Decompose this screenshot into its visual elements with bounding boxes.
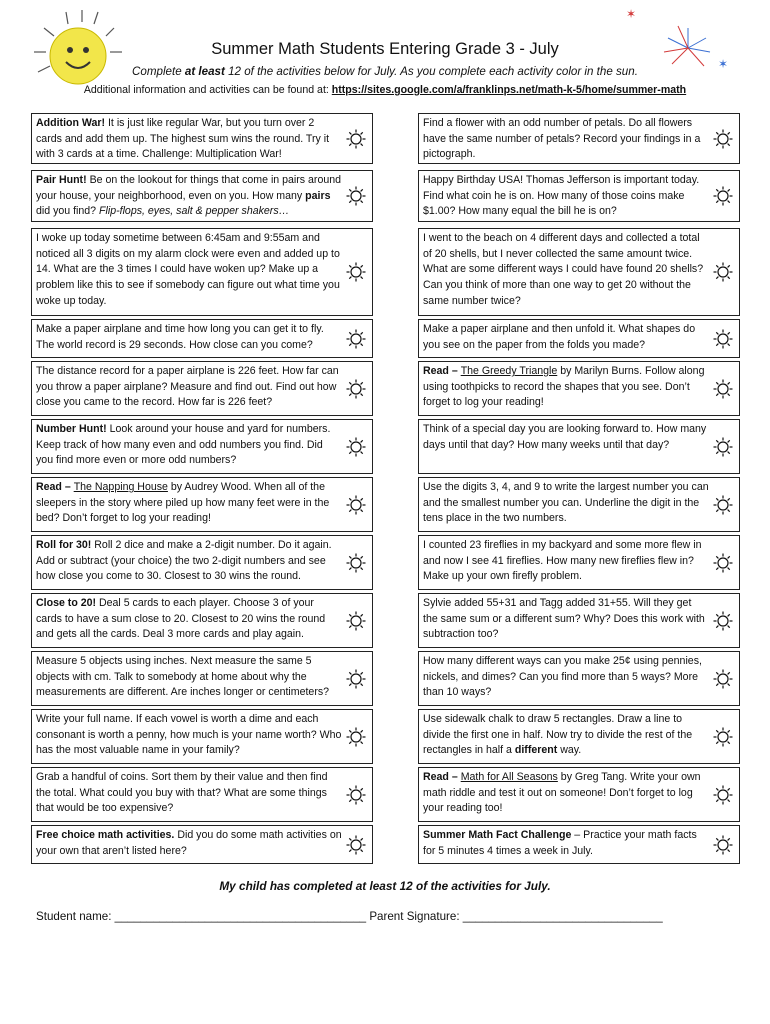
activity-text: Happy Birthday USA! Thomas Jefferson is important today. Find what coin he is on. How many of those coins make $1.00? How many equal the bill he is on?: [423, 174, 700, 218]
sun-checkbox-icon[interactable]: [713, 262, 733, 282]
sun-checkbox-icon[interactable]: [346, 495, 366, 515]
right-activity-cell: [418, 319, 740, 358]
sun-checkbox-icon[interactable]: [346, 611, 366, 631]
sun-checkbox-icon[interactable]: [346, 262, 366, 282]
left-activity-cell: [31, 319, 373, 358]
activity-text: Use the digits 3, 4, and 9 to write the largest number you can and the smallest number you can. Underline the digit in the tens place in the two numbers.: [423, 481, 709, 525]
left-activity-cell: [31, 228, 373, 316]
left-activity-cell: [31, 709, 373, 764]
sun-checkbox-icon[interactable]: [713, 611, 733, 631]
right-activity-cell: [418, 825, 740, 864]
left-activity-cell: [31, 651, 373, 706]
activity-text: Make a paper airplane and then unfold it. What shapes do you see on the paper from the folds you made?: [423, 323, 696, 351]
left-activity-cell: [31, 767, 373, 822]
activity-text: Use sidewalk chalk to draw 5 rectangles. Draw a line to divide the first one in half. Now try to divide the rest of the rectangles in half a different way.: [423, 713, 693, 757]
left-activity-cell: [31, 593, 373, 648]
activity-text: Grab a handful of coins. Sort them by their value and then find the total. What could you buy with that? What are some things that would be too expensive?: [36, 771, 328, 815]
completion-statement: My child has completed at least 12 of the activities for July.: [219, 879, 551, 893]
sun-checkbox-icon[interactable]: [713, 669, 733, 689]
activity-text: Addition War! It is just like regular War, but you turn over 2 cards and add them up. The highest sum wins the round. Try it with 3 cards at a time. Challenge: Multiplication War!: [36, 117, 330, 161]
right-activity-cell: [418, 170, 740, 222]
sun-checkbox-icon[interactable]: [713, 129, 733, 149]
instructions: Complete at least 12 of the activities below for July. As you complete each activity color in the sun.: [132, 65, 638, 78]
right-activity-cell: [418, 651, 740, 706]
left-activity-cell: [31, 535, 373, 590]
activity-text: Summer Math Fact Challenge – Practice your math facts for 5 minutes 4 times a week in July.: [423, 829, 697, 857]
sun-checkbox-icon[interactable]: [713, 379, 733, 399]
activity-text: Read – Math for All Seasons by Greg Tang. Write your own math riddle and test it out on someone! Don’t forget to log your reading too!: [423, 771, 701, 815]
right-activity-cell: [418, 593, 740, 648]
sun-checkbox-icon[interactable]: [713, 727, 733, 747]
left-activity-cell: [31, 170, 373, 222]
right-activity-cell: [418, 709, 740, 764]
activity-text: Write your full name. If each vowel is worth a dime and each consonant is worth a penny, how much is your name worth? Who has the most valuable name in your family?: [36, 713, 342, 757]
activity-text: Close to 20! Deal 5 cards to each player. Choose 3 of your cards to have a sum close to 20. Closest to 20 wins the round and gets all the cards. Deal 3 more cards and play again.: [36, 597, 326, 641]
sun-checkbox-icon[interactable]: [713, 329, 733, 349]
right-activity-cell: [418, 419, 740, 474]
sun-checkbox-icon[interactable]: [713, 437, 733, 457]
right-activity-cell: [418, 113, 740, 164]
sun-checkbox-icon[interactable]: [346, 553, 366, 573]
activity-text: Measure 5 objects using inches. Next measure the same 5 objects with cm. Talk to somebody at home about why the measurements are different. Are inches longer or centimeters?: [36, 655, 330, 699]
right-activity-cell: [418, 361, 740, 416]
sun-checkbox-icon[interactable]: [713, 186, 733, 206]
page-title: Summer Math Students Entering Grade 3 - July: [211, 40, 559, 58]
activity-text: Free choice math activities. Did you do some math activities on your own that aren’t listed here?: [36, 829, 342, 857]
sun-checkbox-icon[interactable]: [346, 186, 366, 206]
sun-checkbox-icon[interactable]: [346, 437, 366, 457]
left-activity-cell: [31, 113, 373, 164]
sun-checkbox-icon[interactable]: [346, 669, 366, 689]
right-activity-cell: [418, 477, 740, 532]
left-activity-cell: [31, 419, 373, 474]
activity-text: I went to the beach on 4 different days and collected a total of 20 shells, but I never collected the same amount twice. What are some different ways I could have found 20 shells? Can you think of more than one way to get 20 without the same number twice?: [423, 232, 704, 307]
sun-checkbox-icon[interactable]: [713, 835, 733, 855]
activity-text: Find a flower with an odd number of petals. Do all flowers have the same number of petals? Record your findings in a pictograph.: [423, 117, 701, 161]
info-link[interactable]: https://sites.google.com/a/franklinps.net/math-k-5/home/summer-math: [331, 84, 687, 96]
left-activity-cell: [31, 361, 373, 416]
sun-checkbox-icon[interactable]: [713, 785, 733, 805]
right-activity-cell: [418, 228, 740, 316]
svg-text:✶: ✶: [626, 8, 637, 21]
activity-text: Read – The Napping House by Audrey Wood. When all of the sleepers in the story where piled up how many feet were in the bed? Don’t forget to log your reading!: [36, 481, 330, 525]
activity-text: The distance record for a paper airplane is 226 feet. How far can you throw a paper airplane? Measure and find out. Find out how close you came to the record. How far is 226 feet?: [36, 365, 339, 409]
right-activity-cell: [418, 767, 740, 822]
activity-text: Roll for 30! Roll 2 dice and make a 2-digit number. Do it again. Add or subtract (your choice) the two 2-digit numbers and see how close you come to 30. Closest to 30 wins the round.: [36, 539, 332, 583]
sun-checkbox-icon[interactable]: [346, 379, 366, 399]
activity-text: Think of a special day you are looking forward to. How many days until that day? How many weeks until that day?: [423, 423, 707, 451]
activity-text: How many different ways can you make 25¢ using pennies, nickels, and dimes? Can you find more than 5 ways? More than 10 ways?: [423, 655, 702, 699]
activity-text: I counted 23 fireflies in my backyard and some more flew in and now I see 41 fireflies. How many new fireflies flew in? Make up your own firefly problem.: [423, 539, 702, 583]
left-activity-cell: [31, 477, 373, 532]
info-line: Additional information and activities can be found at: https://sites.google.com/a/franklinps.net/math-k-5/home/summer-math: [83, 84, 687, 96]
right-activity-cell: [418, 535, 740, 590]
sun-checkbox-icon[interactable]: [346, 785, 366, 805]
sun-checkbox-icon[interactable]: [713, 495, 733, 515]
left-activity-cell: [31, 825, 373, 864]
sun-checkbox-icon[interactable]: [346, 727, 366, 747]
signature-line[interactable]: Student name: _______________________________________ Parent Signature: _______________________________: [36, 910, 663, 923]
activity-text: Make a paper airplane and time how long you can get it to fly. The world record is 29 seconds. How close can you come?: [36, 323, 324, 351]
svg-text:✶: ✶: [718, 57, 729, 71]
activity-text: Pair Hunt! Be on the lookout for things that come in pairs around your house, your neighborhood, even on you. How many pairs did you find? Flip-flops, eyes, salt & pepper shakers…: [36, 174, 342, 218]
activity-text: I woke up today sometime between 6:45am and 9:55am and noticed all 3 digits on my alarm clock were even and added up to 14. What are the 3 times I could have woken up? Make up a problem like this to see if somebody can figure out what time you woke up today.: [36, 232, 340, 307]
sun-checkbox-icon[interactable]: [346, 129, 366, 149]
activity-text: Read – The Greedy Triangle by Marilyn Burns. Follow along using toothpicks to record the shapes that you see. Don’t forget to log your reading!: [423, 365, 705, 409]
sun-checkbox-icon[interactable]: [346, 329, 366, 349]
activity-text: Number Hunt! Look around your house and yard for numbers. Keep track of how many even and odd numbers you find. Did you find more even or more odd numbers?: [36, 423, 331, 467]
activity-text: Sylvie added 55+31 and Tagg added 31+55. Will they get the same sum or a different sum? Why? Does this work with subtraction too?: [423, 597, 705, 641]
sun-checkbox-icon[interactable]: [713, 553, 733, 573]
sun-checkbox-icon[interactable]: [346, 835, 366, 855]
